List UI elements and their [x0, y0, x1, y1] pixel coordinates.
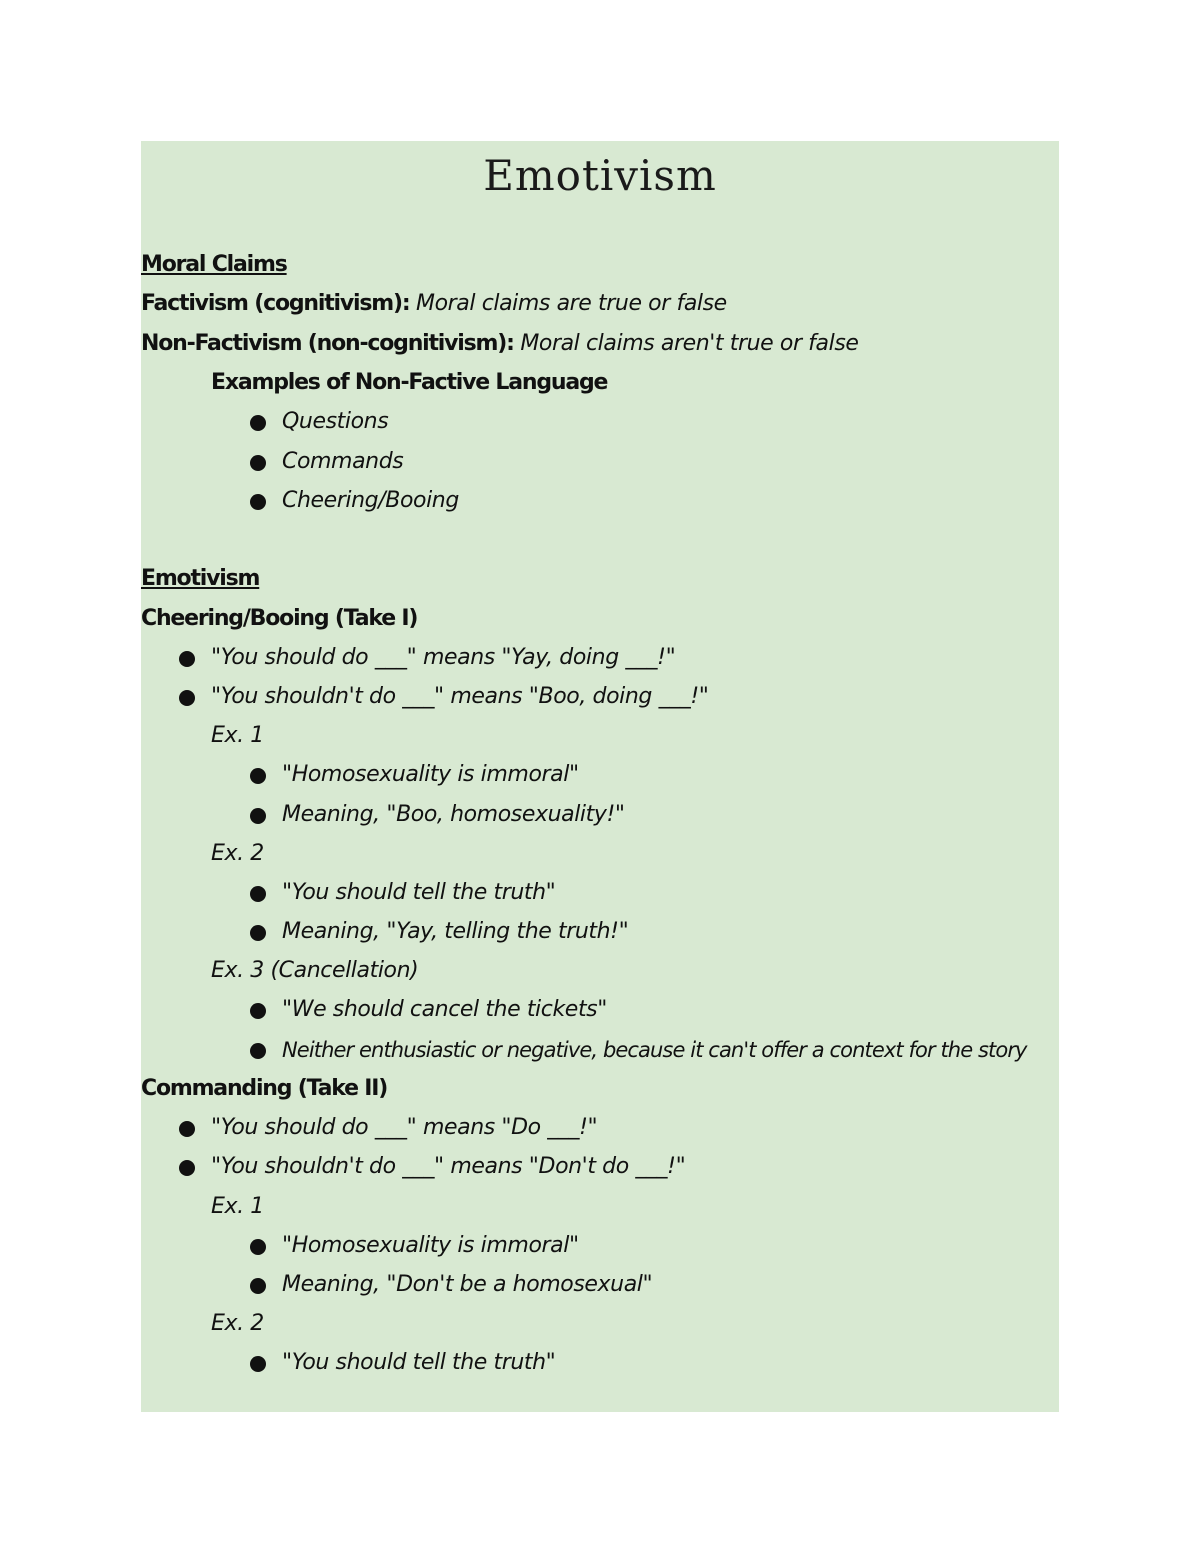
list-item: "Homosexuality is immoral"	[282, 762, 579, 787]
bullet-icon	[250, 886, 266, 902]
example-label: Ex. 3 (Cancellation)	[211, 958, 419, 983]
list-item: "You should do ___" means "Yay, doing ___!"	[211, 645, 676, 670]
example-label: Ex. 1	[211, 1194, 264, 1219]
bullet-icon	[250, 1239, 266, 1255]
list-item: Commands	[282, 449, 404, 474]
nonfactivism-line	[141, 330, 859, 358]
bullet-icon	[179, 1121, 195, 1137]
example-label: Ex. 2	[211, 841, 264, 866]
bullet-icon	[250, 1278, 266, 1294]
list-item: Neither enthusiastic or negative, because it can't offer a context for the story	[282, 1038, 1027, 1062]
bullet-icon	[179, 651, 195, 667]
list-item: "You should tell the truth"	[282, 1350, 556, 1375]
take2-heading: Commanding (Take II)	[141, 1076, 388, 1101]
bullet-icon	[250, 494, 266, 510]
bullet-icon	[179, 690, 195, 706]
bullet-icon	[250, 1356, 266, 1372]
list-item: "Homosexuality is immoral"	[282, 1233, 579, 1258]
list-item: Meaning, "Yay, telling the truth!"	[282, 919, 629, 944]
bullet-icon	[250, 415, 266, 431]
factivism-term: Factivism (cognitivism):	[141, 291, 410, 316]
list-item: Meaning, "Boo, homosexuality!"	[282, 802, 625, 827]
nonfactivism-definition: Moral claims aren't true or false	[520, 331, 859, 356]
page-title: Emotivism	[483, 151, 717, 200]
list-item: "You shouldn't do ___" means "Boo, doing ___!"	[211, 684, 709, 709]
factivism-line	[141, 290, 727, 318]
list-item: Questions	[282, 409, 389, 434]
bullet-icon	[250, 808, 266, 824]
list-item: "You should tell the truth"	[282, 880, 556, 905]
bullet-icon	[250, 455, 266, 471]
examples-heading: Examples of Non-Factive Language	[211, 370, 608, 395]
bullet-icon	[250, 925, 266, 941]
bullet-icon	[250, 1043, 266, 1059]
list-item: Meaning, "Don't be a homosexual"	[282, 1272, 653, 1297]
nonfactivism-term: Non-Factivism (non-cognitivism):	[141, 331, 514, 356]
section-heading-emotivism: Emotivism	[141, 566, 260, 591]
list-item: "You should do ___" means "Do ___!"	[211, 1115, 598, 1140]
list-item: "You shouldn't do ___" means "Don't do ___!"	[211, 1154, 686, 1179]
bullet-icon	[250, 1003, 266, 1019]
take1-heading: Cheering/Booing (Take I)	[141, 606, 418, 631]
bullet-icon	[250, 768, 266, 784]
list-item: "We should cancel the tickets"	[282, 997, 607, 1022]
factivism-definition: Moral claims are true or false	[416, 291, 727, 316]
example-label: Ex. 1	[211, 723, 264, 748]
section-heading-moral-claims: Moral Claims	[141, 252, 287, 277]
bullet-icon	[179, 1160, 195, 1176]
example-label: Ex. 2	[211, 1311, 264, 1336]
list-item: Cheering/Booing	[282, 488, 459, 513]
notes-page	[141, 141, 1059, 1412]
